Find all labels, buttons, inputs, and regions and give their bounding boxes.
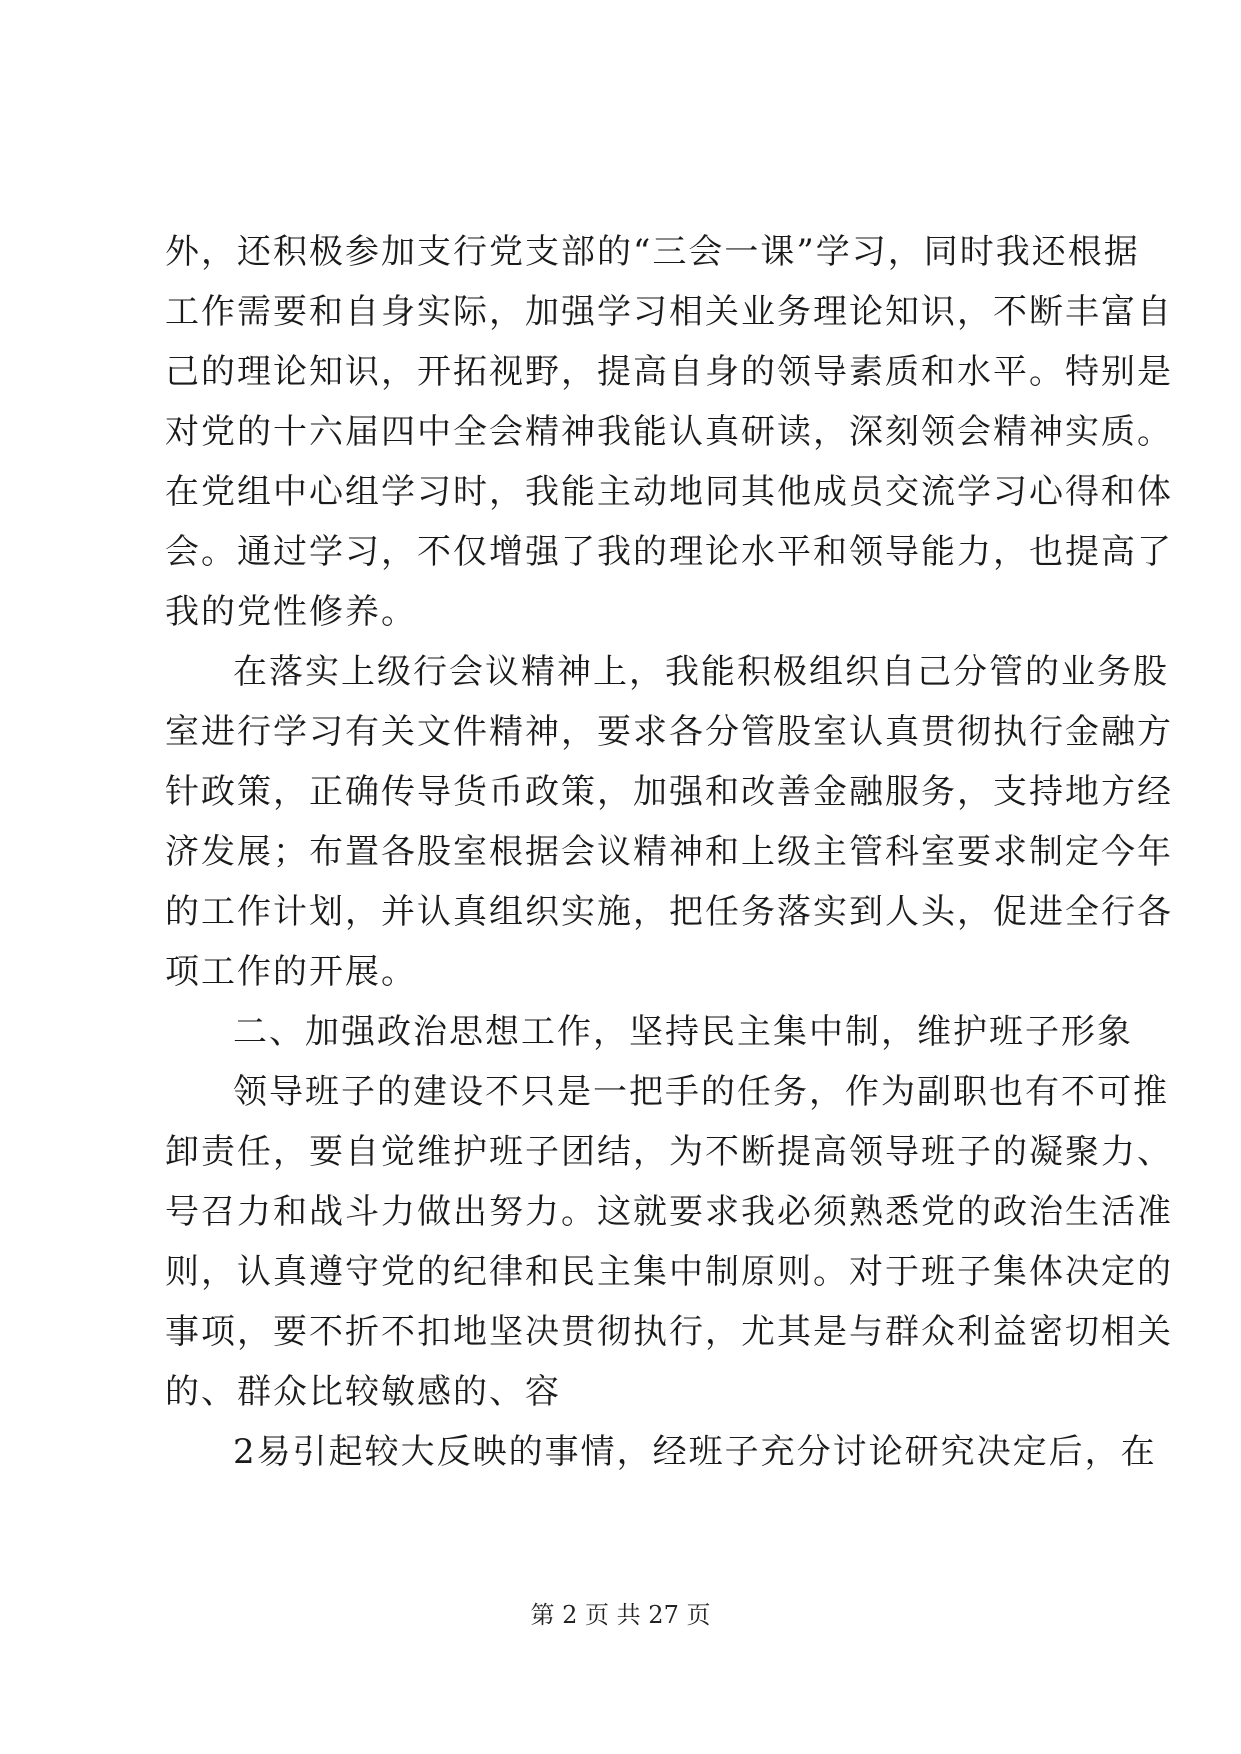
body-text-line: 会。通过学习，不仅增强了我的理论水平和领导能力，也提高了 [165, 532, 1173, 572]
body-text-line: 项工作的开展。 [165, 952, 417, 992]
body-text-line: 我的党性修养。 [165, 592, 417, 632]
page-footer: 第 2 页 共 27 页 [530, 1601, 711, 1629]
paragraph-first-line: 领导班子的建设不只是一把手的任务，作为副职也有不可推 [233, 1072, 1169, 1112]
body-text-line: 在党组中心组学习时，我能主动地同其他成员交流学习心得和体 [165, 472, 1173, 512]
body-text-line: 济发展；布置各股室根据会议精神和上级主管科室要求制定今年 [165, 832, 1173, 872]
body-text-line: 的工作计划，并认真组织实施，把任务落实到人头，促进全行各 [165, 892, 1173, 932]
body-text-line: 外，还积极参加支行党支部的“三会一课”学习，同时我还根据 [165, 232, 1140, 272]
body-text-line: 对党的十六届四中全会精神我能认真研读，深刻领会精神实质。 [165, 412, 1173, 452]
body-text-line: 事项，要不折不扣地坚决贯彻执行，尤其是与群众利益密切相关 [165, 1312, 1173, 1352]
section-heading: 二、加强政治思想工作，坚持民主集中制，维护班子形象 [233, 1012, 1133, 1052]
paragraph-first-line: 在落实上级行会议精神上，我能积极组织自己分管的业务股 [233, 652, 1169, 692]
body-text-line: 号召力和战斗力做出努力。这就要求我必须熟悉党的政治生活准 [165, 1192, 1173, 1232]
body-text-line: 室进行学习有关文件精神，要求各分管股室认真贯彻执行金融方 [165, 712, 1173, 752]
paragraph-first-line: 2易引起较大反映的事情，经班子充分讨论研究决定后，在 [233, 1432, 1157, 1472]
body-text-line: 卸责任，要自觉维护班子团结，为不断提高领导班子的凝聚力、 [165, 1132, 1173, 1172]
body-text-line: 则，认真遵守党的纪律和民主集中制原则。对于班子集体决定的 [165, 1252, 1173, 1292]
body-text-line: 针政策，正确传导货币政策，加强和改善金融服务，支持地方经 [165, 772, 1173, 812]
body-text-line: 工作需要和自身实际，加强学习相关业务理论知识，不断丰富自 [165, 292, 1173, 332]
body-text-line: 的、群众比较敏感的、容 [165, 1372, 561, 1412]
body-text-line: 己的理论知识，开拓视野，提高自身的领导素质和水平。特别是 [165, 352, 1173, 392]
